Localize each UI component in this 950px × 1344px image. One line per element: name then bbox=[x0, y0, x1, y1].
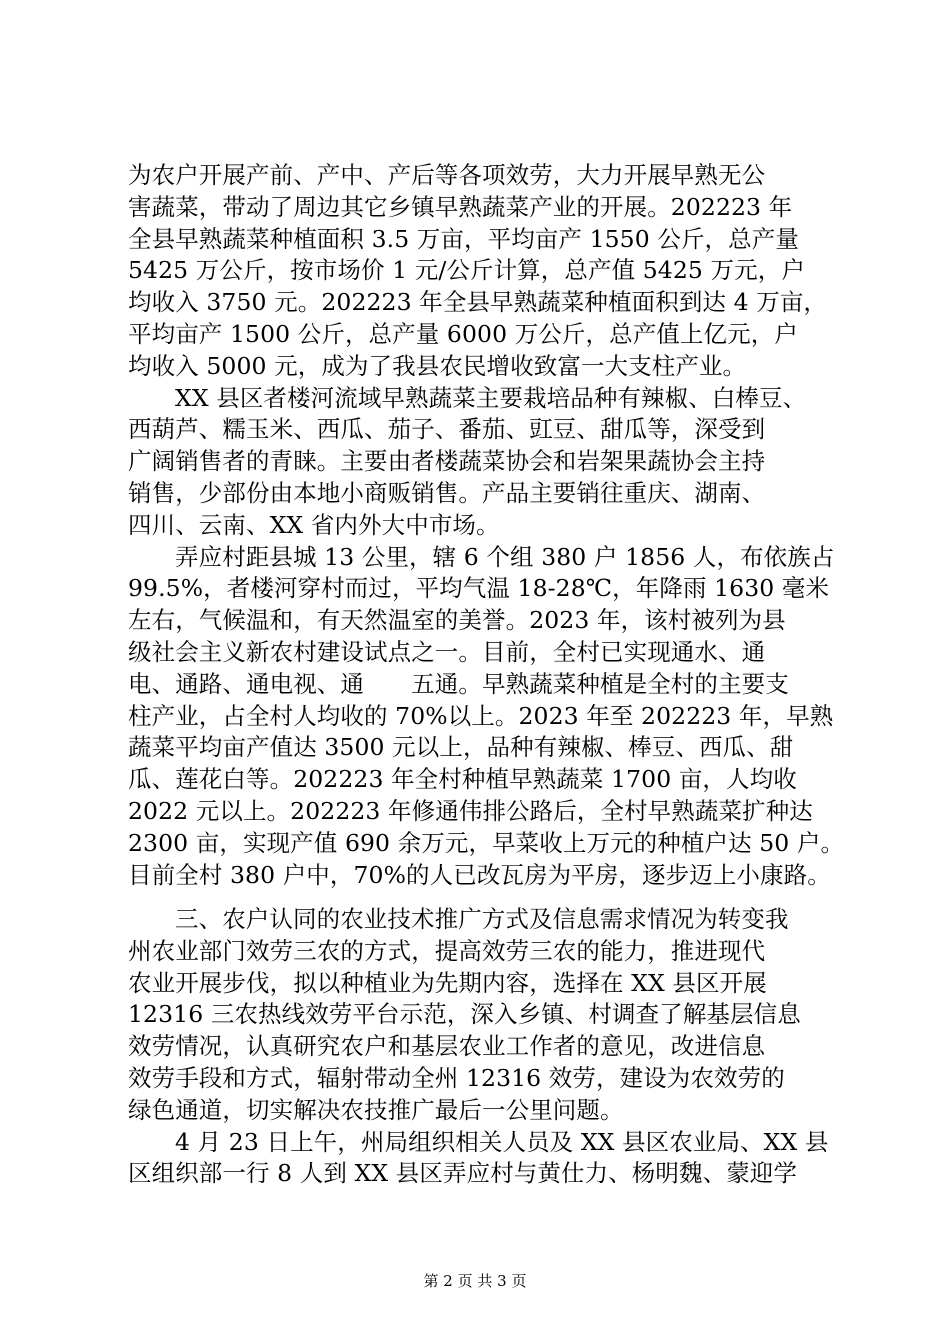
text-line: 平均亩产 1500 公斤，总产量 6000 万公斤，总产值上亿元，户 bbox=[128, 319, 798, 348]
text-line: 瓜、莲花白等。202223 年全村种植早熟蔬菜 1700 亩，人均收 bbox=[128, 765, 797, 794]
text-line: 害蔬菜，带动了周边其它乡镇早熟蔬菜产业的开展。202223 年 bbox=[128, 192, 793, 221]
text-line: 农业开展步伐，拟以种植业为先期内容，选择在 XX 县区开展 bbox=[128, 968, 767, 997]
text-line: 州农业部门效劳三农的方式，提高效劳三农的能力，推进现代 bbox=[128, 936, 766, 965]
text-line: 均收入 5000 元，成为了我县农民增收致富一大支柱产业。 bbox=[128, 351, 747, 380]
text-line: 绿色通道，切实解决农技推广最后一公里问题。 bbox=[128, 1095, 624, 1124]
text-line: XX 县区者楼河流域早熟蔬菜主要栽培品种有辣椒、白棒豆、 bbox=[175, 383, 807, 412]
paragraph-4 bbox=[128, 904, 850, 1127]
text-line: 2022 元以上。202223 年修通伟排公路后，全村早熟蔬菜扩种达 bbox=[128, 796, 813, 825]
paragraph-1 bbox=[128, 160, 850, 383]
text-line: 5425 万公斤，按市场价 1 元/公斤计算，总产值 5425 万元，户 bbox=[128, 256, 805, 285]
paragraph-5 bbox=[128, 1127, 850, 1191]
text-line: 西葫芦、糯玉米、西瓜、茄子、番茄、豇豆、甜瓜等，深受到 bbox=[128, 415, 766, 444]
text-line: 级社会主义新农村建设试点之一。目前，全村已实现通水、通 bbox=[128, 637, 766, 666]
text-line: 4 月 23 日上午，州局组织相关人员及 XX 县区农业局、XX 县 bbox=[175, 1127, 829, 1156]
text-line: 全县早熟蔬菜种植面积 3.5 万亩，平均亩产 1550 公斤，总产量 bbox=[128, 224, 799, 253]
text-line: 广阔销售者的青睐。主要由者楼蔬菜协会和岩架果蔬协会主持 bbox=[128, 447, 766, 476]
text-line: 区组织部一行 8 人到 XX 县区弄应村与黄仕力、杨明魏、蒙迎学 bbox=[128, 1159, 797, 1188]
text-line: 均收入 3750 元。202223 年全县早熟蔬菜种植面积到达 4 万亩， bbox=[128, 288, 828, 317]
text-line: 柱产业，占全村人均收的 70%以上。2023 年至 202223 年，早熟 bbox=[128, 701, 834, 730]
text-line: 2300 亩，实现产值 690 余万元，早菜收上万元的种植户达 50 户。 bbox=[128, 828, 845, 857]
text-line: 12316 三农热线效劳平台示范，深入乡镇、村调查了解基层信息 bbox=[128, 1000, 801, 1029]
page-footer: 第 2 页 共 3 页 bbox=[423, 1272, 527, 1290]
text-line: 目前全村 380 户中，70%的人已改瓦房为平房，逐步迈上小康路。 bbox=[128, 860, 831, 889]
text-line: 蔬菜平均亩产值达 3500 元以上，品种有辣椒、棒豆、西瓜、甜 bbox=[128, 733, 794, 762]
text-line: 效劳手段和方式，辐射带动全州 12316 效劳，建设为农效劳的 bbox=[128, 1063, 785, 1092]
text-line: 99.5%，者楼河穿村而过，平均气温 18-28℃，年降雨 1630 毫米 bbox=[128, 574, 830, 603]
text-line: 电、通路、通电视、通 五通。早熟蔬菜种植是全村的主要支 bbox=[128, 669, 789, 698]
text-line: 三、农户认同的农业技术推广方式及信息需求情况为转变我 bbox=[175, 905, 789, 933]
text-line: 销售，少部份由本地小商贩销售。产品主要销往重庆、湖南、 bbox=[128, 478, 766, 507]
paragraph-3 bbox=[128, 542, 850, 892]
paragraph-2 bbox=[128, 383, 850, 542]
text-line: 为农户开展产前、产中、产后等各项效劳，大力开展早熟无公 bbox=[128, 161, 766, 189]
text-line: 效劳情况，认真研究农户和基层农业工作者的意见，改进信息 bbox=[128, 1032, 766, 1061]
text-line: 四川、云南、XX 省内外大中市场。 bbox=[128, 510, 500, 539]
text-line: 弄应村距县城 13 公里，辖 6 个组 380 户 1856 人，布依族占 bbox=[175, 542, 835, 571]
text-line: 左右，气候温和，有天然温室的美誉。2023 年，该村被列为县 bbox=[128, 606, 786, 635]
